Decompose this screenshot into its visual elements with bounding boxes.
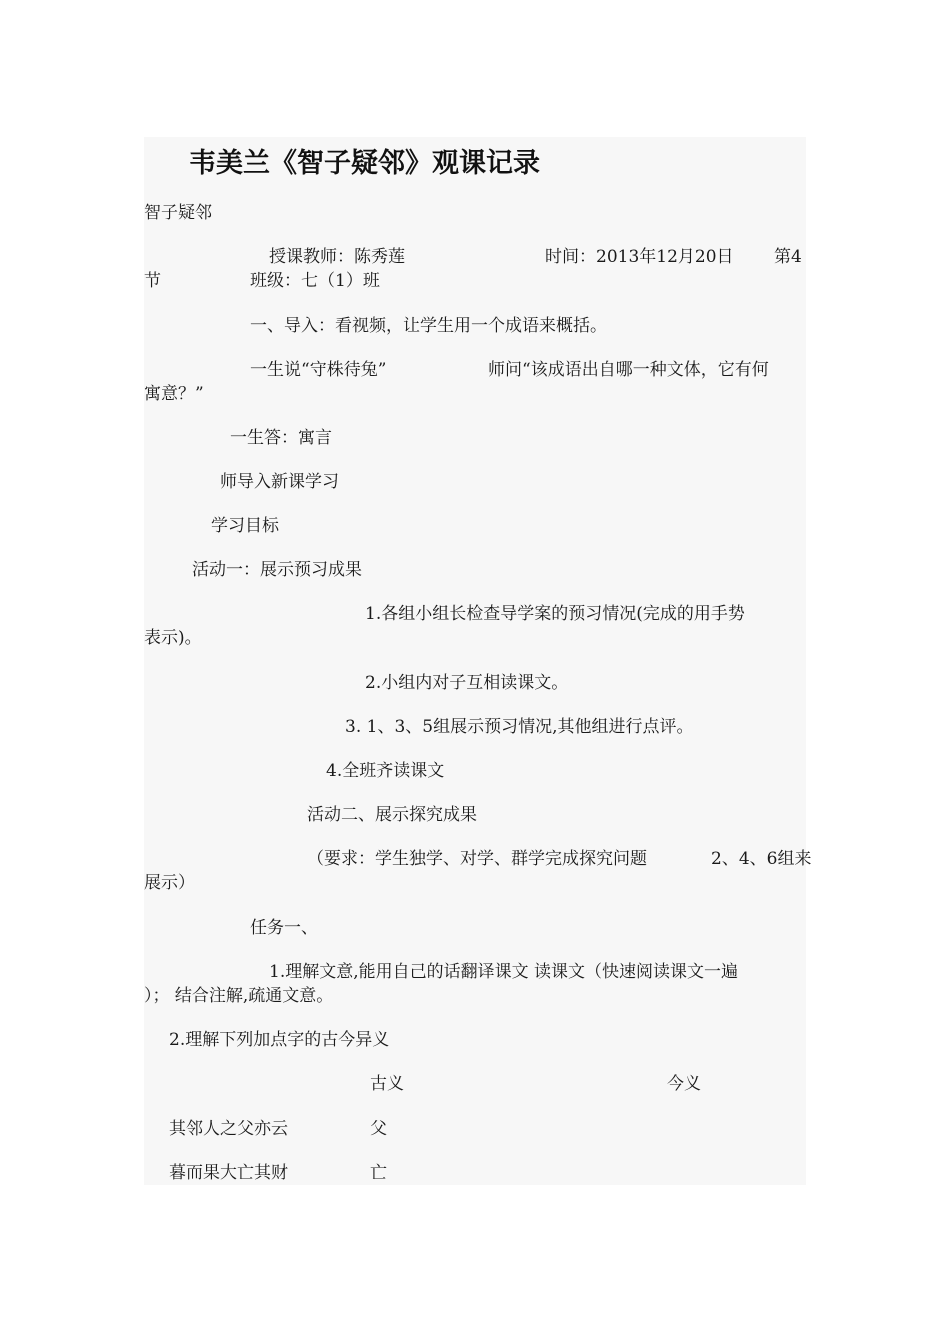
- activity-two-requirement-cont: 展示）: [144, 873, 195, 893]
- intro-line: 一、导入：看视频，让学生用一个成语来概括。: [250, 316, 607, 336]
- meta-teacher: 授课教师：陈秀莲: [269, 247, 405, 267]
- task-one-item-2: 2.理解下列加点字的古今异义: [169, 1030, 390, 1050]
- activity-one-item-2: 2.小组内对子互相读课文。: [365, 673, 569, 693]
- table-row-sentence: 其邻人之父亦云: [169, 1119, 288, 1139]
- student-answers: 一生答：寓言: [230, 428, 332, 448]
- document-page: [144, 137, 812, 1185]
- table-row-sentence: 暮而果大亡其财: [169, 1163, 288, 1183]
- meta-period-a: 第4: [774, 247, 802, 267]
- table-row-char: 父: [370, 1119, 387, 1139]
- activity-one-item-4: 4.全班齐读课文: [326, 761, 445, 781]
- meta-time: 时间：2013年12月20日: [545, 247, 734, 267]
- table-row-char: 亡: [370, 1163, 387, 1183]
- activity-two-requirement: （要求：学生独学、对学、群学完成探究问题: [307, 849, 647, 869]
- table-header-ancient: 古义: [370, 1074, 404, 1094]
- table-header-modern: 今义: [667, 1074, 701, 1094]
- learning-goals: 学习目标: [211, 516, 279, 536]
- doc-title: 韦美兰《智子疑邻》观课记录: [189, 148, 540, 179]
- activity-two: 活动二、展示探究成果: [307, 805, 477, 825]
- meta-period-b: 节: [144, 271, 161, 291]
- teacher-asks: 师问“该成语出自哪一种文体，它有何: [488, 360, 769, 380]
- activity-one-item-1-cont: 表示)。: [144, 628, 202, 648]
- activity-one: 活动一：展示预习成果: [192, 560, 362, 580]
- activity-two-groups: 2、4、6组来: [711, 849, 812, 869]
- activity-one-item-3: 3. 1、3、5组展示预习情况,其他组进行点评。: [345, 717, 694, 737]
- meta-class: 班级：七（1）班: [250, 271, 380, 291]
- task-one-item-1: 1.理解文意,能用自己的话翻译课文 读课文（快速阅读课文一遍: [269, 962, 739, 982]
- new-lesson-line: 师导入新课学习: [220, 472, 339, 492]
- student-says: 一生说“守株待兔”: [250, 360, 387, 380]
- task-one: 任务一、: [250, 918, 318, 938]
- doc-subtitle: 智子疑邻: [144, 203, 212, 223]
- task-one-item-1-cont: ）； 结合注解,疏通文意。: [144, 986, 334, 1006]
- teacher-asks-cont: 寓意？”: [144, 384, 204, 404]
- activity-one-item-1: 1.各组小组长检查导学案的预习情况(完成的用手势: [365, 604, 745, 624]
